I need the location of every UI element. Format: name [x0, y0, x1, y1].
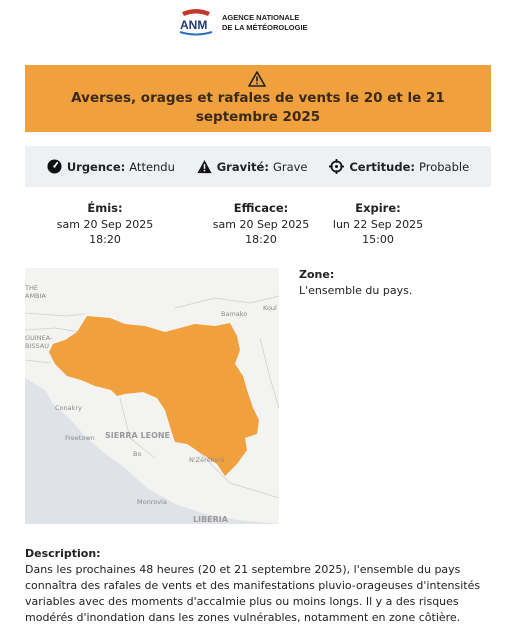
map-label-liberia: LIBERIA	[193, 515, 228, 524]
zone-section	[299, 267, 412, 299]
header	[0, 0, 516, 54]
description-label: Description:	[25, 547, 101, 560]
logo-abbr: ANM	[180, 18, 208, 32]
severity	[197, 159, 308, 174]
issued-hour: 18:20	[89, 233, 121, 246]
expires-date: lun 22 Sep 2025	[332, 217, 424, 231]
expires-hour: 15:00	[362, 233, 394, 246]
crosshair-icon	[329, 159, 344, 174]
map-label-monrovia: Monrovia	[137, 498, 167, 506]
anm-logo	[178, 6, 332, 40]
urgency-value: Attendu	[129, 159, 175, 174]
alert-meta-row	[25, 146, 491, 187]
description-text: Dans les prochaines 48 heures (20 et 21 septembre 2025), l'ensemble du pays connaîtra des rafales de vents et des manifestations pluvio-orageuses d'intensités variables avec des moments d'accalmie plus ou moins longs. Il y a des risques modérés d'inondation dans les zones vulnérables, notamment en zone côtière.	[25, 563, 481, 624]
alert-map[interactable]	[25, 268, 279, 524]
map-label-bo: Bo	[133, 450, 142, 458]
org-name	[222, 13, 308, 33]
alert-title: Averses, orages et rafales de vents le 20 et le 21 septembre 2025	[71, 90, 445, 125]
map-label-gambia-2: AMBIA	[25, 292, 46, 300]
severity-value: Grave	[272, 159, 308, 174]
urgency-label: Urgence:	[66, 159, 126, 174]
expires-label: Expire:	[355, 201, 401, 215]
map-label-nzerekore: N'Zérékoré	[189, 456, 225, 464]
issued-date: sam 20 Sep 2025	[56, 217, 154, 231]
certainty-value: Probable	[419, 159, 470, 174]
expires-time	[318, 201, 438, 248]
severity-warning-icon	[197, 159, 212, 174]
map-label-guinea-bissau-2: BISSAU	[25, 342, 49, 350]
effective-time	[201, 201, 321, 248]
map-label-sierra-leone: SIERRA LEONE	[105, 431, 171, 440]
urgency	[47, 159, 175, 174]
issued-label: Émis:	[87, 201, 123, 215]
map-label-gambia-1: THE	[25, 284, 38, 292]
urgency-icon	[47, 159, 62, 174]
certainty-label: Certitude:	[349, 159, 415, 174]
zone-label: Zone:	[299, 268, 335, 281]
org-line-1: AGENCE NATIONALE	[222, 13, 300, 22]
map-label-conakry: Conakry	[55, 404, 82, 412]
issued-time	[45, 201, 165, 248]
severity-label: Gravité:	[216, 159, 269, 174]
org-line-2: DE LA MÉTÉOROLOGIE	[222, 23, 308, 32]
certainty	[329, 159, 469, 174]
map-label-koul: Koul	[263, 304, 277, 312]
alert-banner	[25, 65, 491, 132]
map-label-freetown: Freetown	[65, 434, 95, 442]
anm-logo-mark	[178, 8, 214, 38]
zone-value: L'ensemble du pays.	[299, 284, 413, 297]
effective-label: Efficace:	[233, 201, 289, 215]
map-label-bamako: Bamako	[221, 310, 248, 318]
warning-icon	[248, 71, 266, 87]
description-section	[25, 546, 495, 626]
effective-date: sam 20 Sep 2025	[212, 217, 310, 231]
map-label-guinea-bissau-1: GUINEA-	[25, 334, 53, 342]
effective-hour: 18:20	[245, 233, 277, 246]
